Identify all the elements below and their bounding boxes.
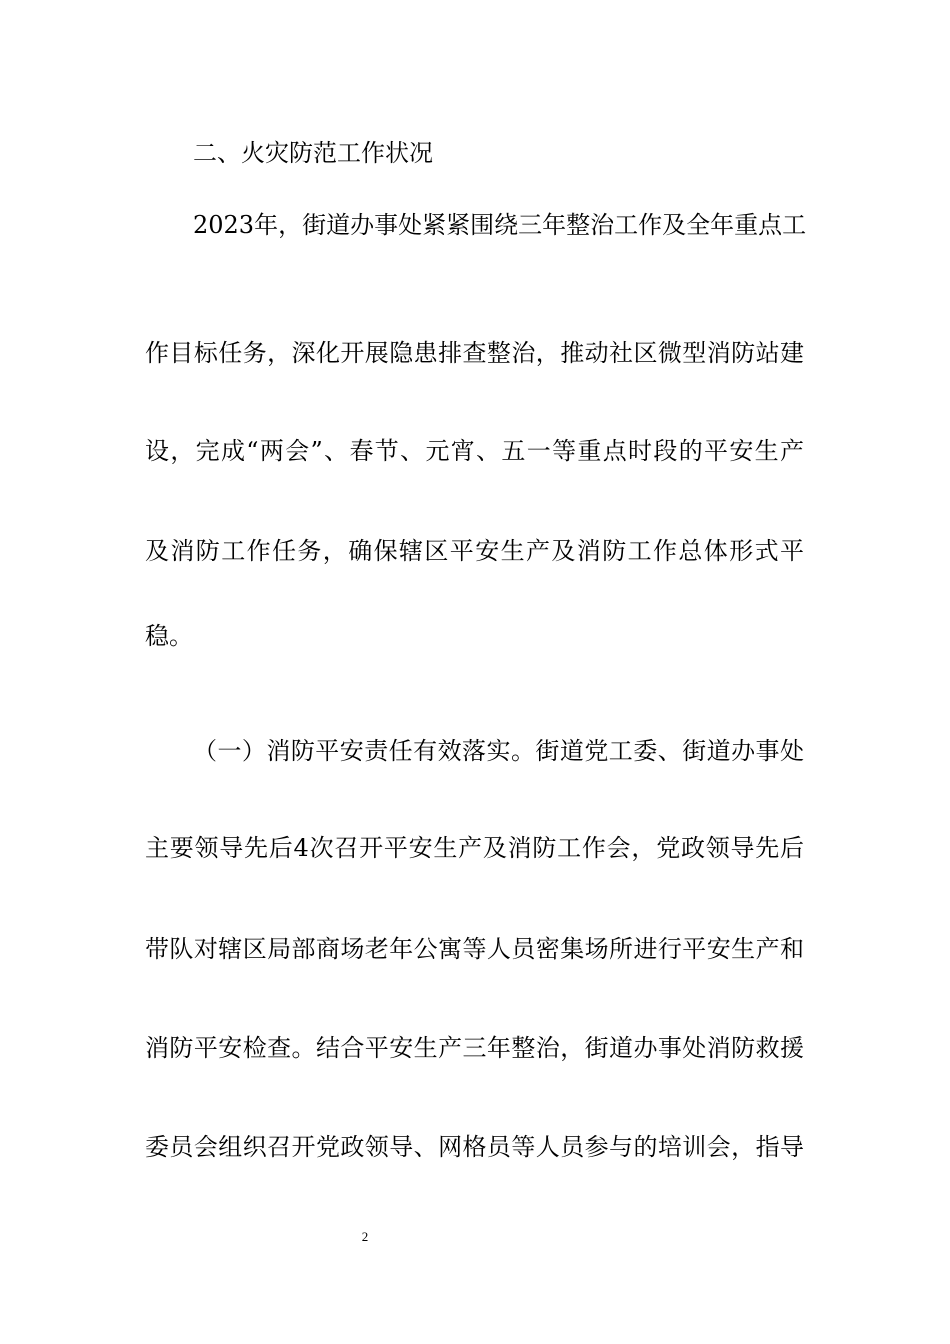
paragraph-2-line-5: 委员会组织召开党政领导、网格员等人员参与的培训会，指导: [145, 1133, 804, 1161]
paragraph-2-line-1: （一）消防平安责任有效落实。街道党工委、街道办事处: [193, 737, 804, 765]
paragraph-2-line-3: 带队对辖区局部商场老年公寓等人员密集场所进行平安生产和: [145, 935, 804, 963]
paragraph-2-line-4: 消防平安检查。结合平安生产三年整治，街道办事处消防救援: [145, 1034, 804, 1062]
paragraph-1-line-5: 稳。: [145, 622, 193, 650]
section-heading: 二、火灾防范工作状况: [193, 139, 433, 167]
paragraph-1-line-3: 设，完成“两会”、春节、元宵、五一等重点时段的平安生产: [145, 437, 804, 465]
paragraph-1-line-4: 及消防工作任务，确保辖区平安生产及消防工作总体形式平: [145, 537, 804, 565]
paragraph-1-line-2: 作目标任务，深化开展隐患排查整治，推动社区微型消防站建: [145, 339, 804, 367]
paragraph-2-line-2: 主要领导先后4次召开平安生产及消防工作会，党政领导先后: [145, 834, 804, 862]
page-number: 2: [361, 1229, 369, 1244]
paragraph-1-line-1: 2023年，街道办事处紧紧围绕三年整治工作及全年重点工: [193, 211, 807, 239]
